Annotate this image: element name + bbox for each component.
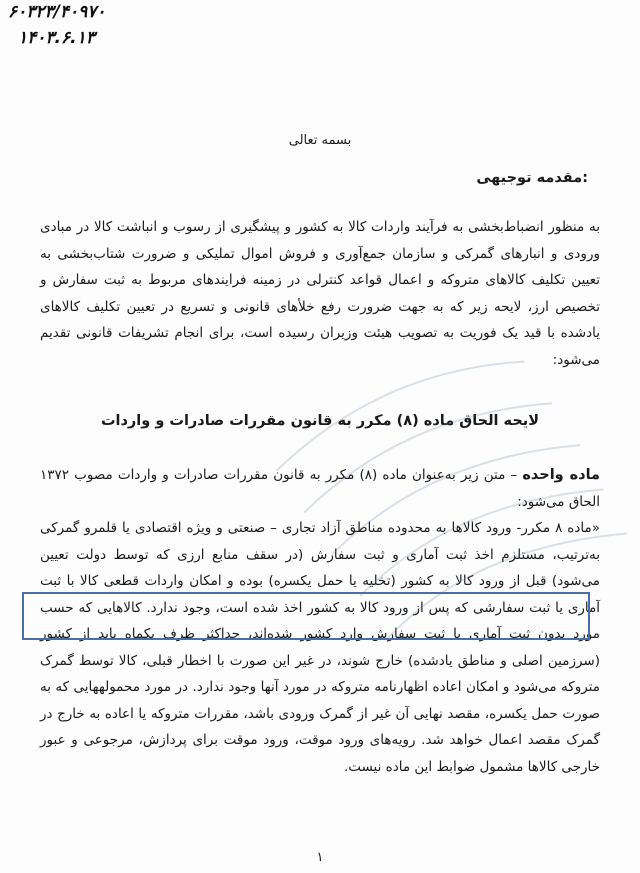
article-intro bbox=[40, 462, 600, 515]
page-number: ۱ bbox=[316, 850, 324, 865]
reference-number: ۶۰۳۲۳/۴۰۹۷۰ bbox=[8, 2, 106, 22]
article-text: «ماده ۸ مکرر- ورود کالاها به محدوده مناطق آزاد تجاری – صنعتی و ویژه اقتصادی یا قلمرو گمرکی به‌ترتیب، مستلزم اخذ ثبت آماری و ثبت سفارش (در سقف منابع ارزی که توسط دولت تعیین می‌شود) قبل از ورود کالا به کشور (تخلیه یا حمل یکسره) بوده و امکان واردات قطعی کالا با ثبت آماری یا ثبت سفارشی که پس از ورود کالا به کشور اخذ شده است، وجود ندارد. کالاهایی که حسب مورد بدون ثبت آماری یا ثبت سفارش وارد کشور شده‌اند، حداکثر ظرف یکماه باید از کشور (سرزمین اصلی و مناطق یادشده) خارج شوند، در غیر این صورت با اخطار قبلی، کالا توسط گمرک متروکه می‌شود و امکان اعاده اظهارنامه متروکه در مورد آنها وجود ندارد. در مورد محمولههایی که به صورت حمل یکسره، مقصد نهایی آن غیر از گمرک ورودی باشد، مقررات متروکه یا اعاده به خارج در گمرک مقصد اعمال خواهد شد. رویه‌های ورود موقت، ورود موقت برای پردازش، مرجوعی و عبور خارجی کالاها مشمول ضوابط این ماده نیست. bbox=[40, 520, 600, 775]
bismillah: بسمه تعالی bbox=[288, 133, 352, 148]
intro-heading: مقدمه توجیهی: bbox=[476, 170, 588, 186]
article-title: ماده واحده bbox=[522, 467, 601, 483]
intro-body: به منظور انضباط‌بخشی به فرآیند واردات کالا به کشور و پیشگیری از رسوب و انباشت کالا در مبادی ورودی و انبارهای گمرکی و سازمان جمع‌آوری و فروش اموال تملیکی و ضرورت شتاب‌بخشی به تعیین تکلیف کالاهای متروکه و اعمال قواعد کنترلی در زمینه فرایندهای مربوط به ثبت سفارش و تخصیص ارز، لایحه زیر که به جهت ضرورت رفع خلأهای قانونی و تسریع در تعیین تکلیف کالاهای یادشده با قید یک فوریت به تصویب هیئت وزیران رسیده است، برای انجام تشریفات قانونی تقدیم می‌شود: bbox=[40, 219, 600, 368]
highlight-box bbox=[22, 592, 590, 640]
article-lead: – متن زیر به‌عنوان ماده (۸) مکرر به قانون مقررات صادرات و واردات مصوب ۱۳۷۲ الحاق می‌شود: bbox=[40, 467, 600, 510]
reference-date: ۱۴۰۳.۶.۱۳ bbox=[18, 28, 95, 48]
bill-title: لایحه الحاق ماده (۸) مکرر به قانون مقررات صادرات و واردات bbox=[100, 413, 540, 429]
